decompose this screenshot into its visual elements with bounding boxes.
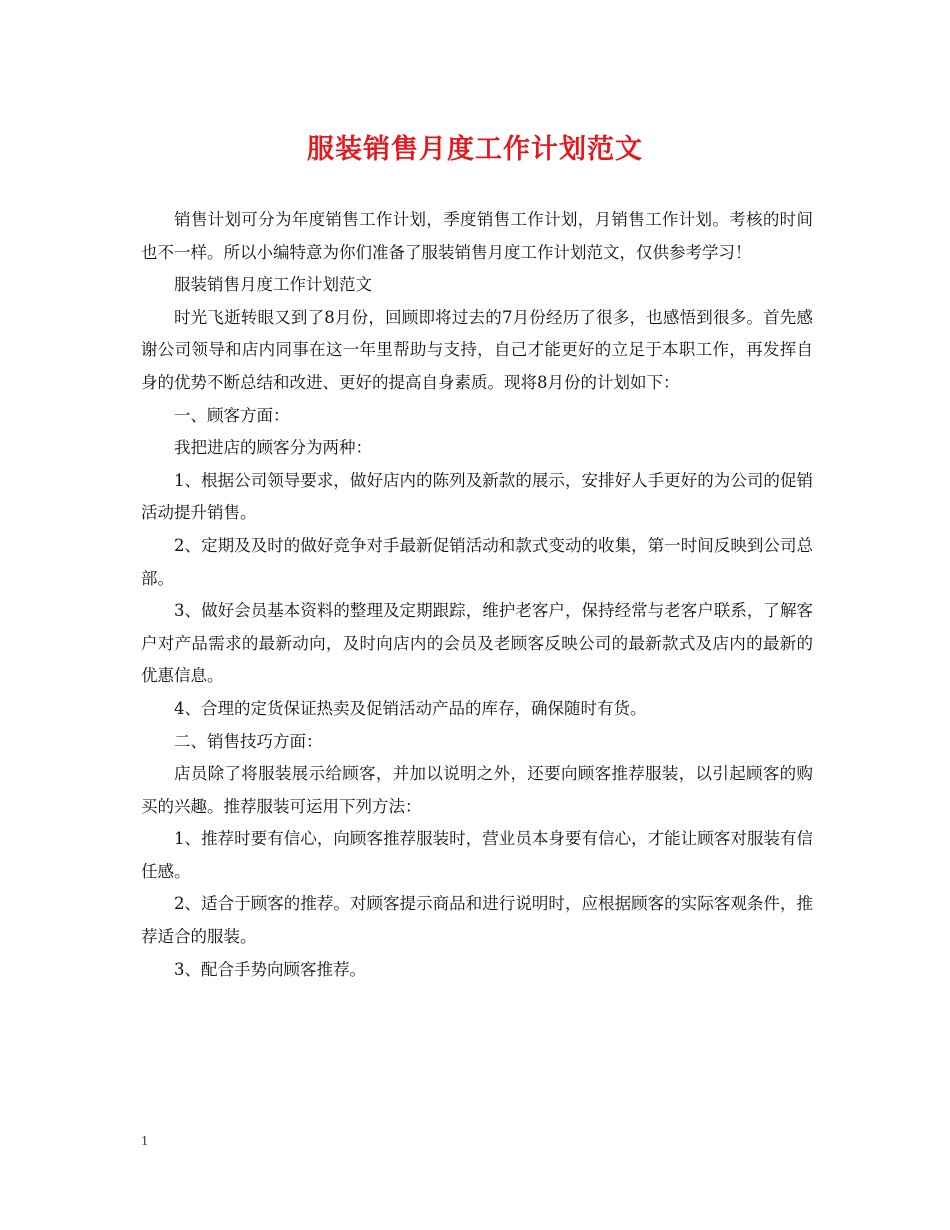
section-heading-customers: 一、顾客方面： (174, 405, 290, 425)
paragraph-intro: 销售计划可分为年度销售工作计划，季度销售工作计划，月销售工作计划。考核的时间也不一样。所以小编特意为你们准备了服装销售月度工作计划范文，仅供参考学习！ (141, 210, 813, 262)
list-item-skills-2: 2、适合于顾客的推荐。对顾客提示商品和进行说明时，应根据顾客的实际客观条件，推荐适合的服装。 (141, 894, 813, 947)
list-item-customers-2: 2、定期及及时的做好竞争对手最新促销活动和款式变动的收集，第一时间反映到公司总部。 (141, 535, 813, 588)
paragraph-subtitle: 服装销售月度工作计划范文 (174, 275, 372, 295)
paragraph-sales-skills-intro: 店员除了将服装展示给顾客，并加以说明之外，还要向顾客推荐服装，以引起顾客的购买的兴趣。推荐服装可运用下列方法： (141, 764, 813, 816)
section-heading-sales-skills: 二、销售技巧方面： (174, 731, 323, 751)
paragraph-customer-types: 我把进店的顾客分为两种： (174, 438, 372, 458)
list-item-customers-1: 1、根据公司领导要求，做好店内的陈列及新款的展示，安排好人手更好的为公司的促销活动提升销售。 (141, 470, 813, 523)
list-item-skills-1: 1、推荐时要有信心，向顾客推荐服装时，营业员本身要有信心，才能让顾客对服装有信任感。 (141, 829, 813, 881)
paragraph-opening: 时光飞逝转眼又到了8月份，回顾即将过去的7月份经历了很多，也感悟到很多。首先感谢公司领导和店内同事在这一年里帮助与支持，自己才能更好的立足于本职工作，再发挥自身的优势不断总结和改进、更好的提高自身素质。现将8月份的计划如下： (141, 307, 813, 392)
list-item-skills-3: 3、配合手势向顾客推荐。 (174, 959, 366, 979)
list-item-customers-3: 3、做好会员基本资料的整理及定期跟踪，维护老客户，保持经常与老客户联系，了解客户对产品需求的最新动向，及时向店内的会员及老顾客反映公司的最新款式及店内的最新的优惠信息。 (141, 601, 813, 686)
list-item-customers-4: 4、合理的定货保证热卖及促销活动产品的库存，确保随时有货。 (174, 698, 647, 718)
page-number: 1 (141, 1134, 148, 1149)
document-title: 服装销售月度工作计划范文 (307, 134, 643, 165)
document-body (141, 204, 813, 986)
